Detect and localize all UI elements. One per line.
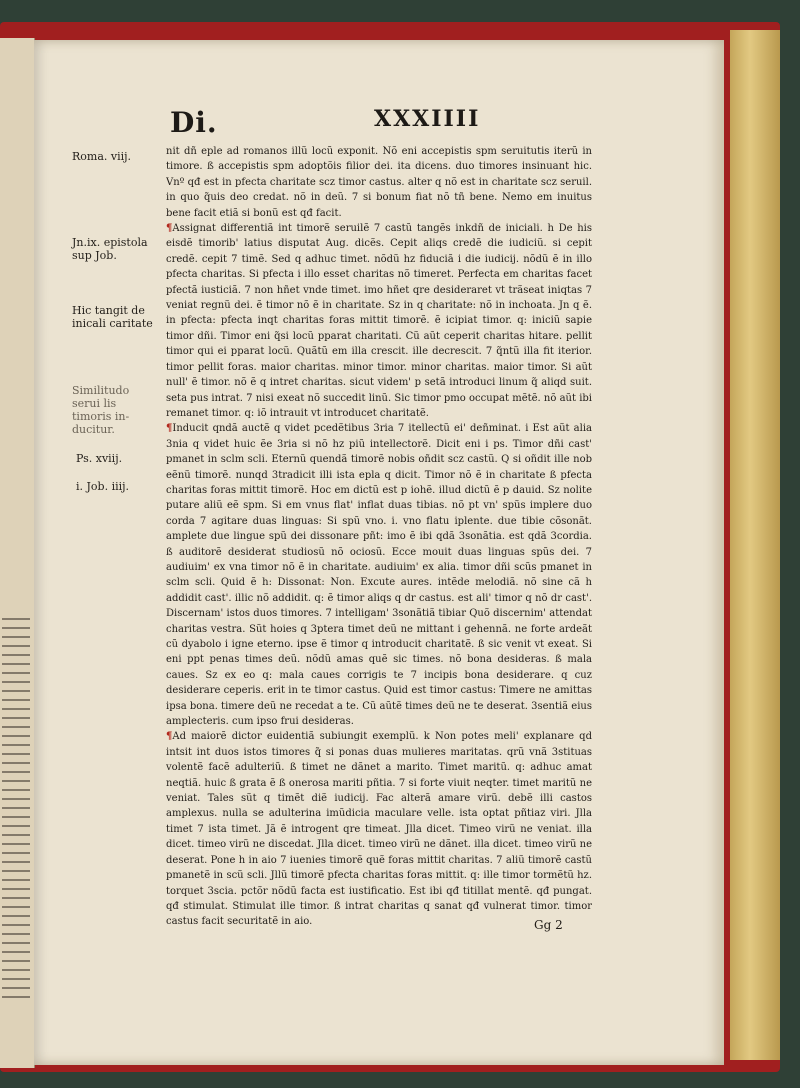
pilcrow-marker: ¶ [166, 423, 173, 435]
margin-note-job: i. Job. iiij. [76, 480, 130, 493]
margin-note-epistola: Jn.ix. epistola sup Job. [72, 236, 148, 262]
paragraph-text: Assignat differentiã int timorẽ seruilẽ 7 castũ tangẽs inkdñ de iniciali. h De his eisdẽ timorib' latius disputat Aug. dicẽs. Cepit aliqs credẽ die iudiciũ. si cepit credẽ. cepit 7 timẽ. Sed q adhuc timet. nõdũ hz fiduciã i die iudicij. nõdũ ẽ in illo pfecta charitas. Si pfecta i illo esset charitas nõ timeret. Perfecta em charitas facet pfectã iusticiã. 7 non hñet vnde timet. imo hñet qre desideraret vt trãseat iniqtas 7 veniat regnũ dei. ẽ timor nõ ẽ in charitate. Sz in q charitate: nõ in inchoata. Jn q ẽ. in pfecta: pfecta inqt charitas foras mittit timorẽ. ẽ icipiat timor. q: iniciũ sapie timor dñi. Timor eni q̃si locũ pparat charitati. Cũ aũt ceperit charitas hitare. pellit timor qui ei pparat locũ. Quãtũ em illa crescit. ille decrescit. 7 q̃ntũ illa fit iterior. timor pellit foras. maior charitas. minor timor. minor charitas. maior timor. Si aũt null' ẽ timor. nõ ẽ q intret charitas. sicut videm' p setã introduci linum q̃ aliqd suit. seta pus intrat. 7 nisi exeat nõ succedit linũ. Sic timor pmo occupat mẽtẽ. nõ aũt ibi remanet timor. q: iõ intrauit vt introducet charitatẽ. [166, 223, 592, 419]
page-header-distinction: Di. [170, 106, 218, 139]
paragraph-text: Inducit qndã auctẽ q videt pcedẽtibus 3ria 7 itellectũ ei' deñminat. i Est aũt alia 3nia q videt huic ẽe 3ria si nõ hz piũ intellectorẽ. Dicit eni i ps. Timor dñi cast' pmanet in sclm scli. Eternũ quendã timorẽ nobis oñdit scz castũ. Q si oñdit ille nob eẽnũ timorẽ. nunqd 3tradicit illi ista epla q dicit. Timor nõ ẽ in charitate ß pfecta charitas foras mittit timorẽ. Hoc em dictũ est p iohẽ. illud dictũ ẽ p dauid. Sz nolite putare aliũ eẽ spm. Si em vnus flat' inflat duas tibias. nõ pt vn' spũs implere duo corda 7 agitare duas linguas: Si spũ vno. i. vno flatu iplente. due tibie cõsonãt. amplete due lingue spũ dei dissonare pñt: imo ẽ ibi qdã 3sonãtia. est qdã 3cordia. ß auditorẽ desiderat studiosũ nõ ociosũ. Ecce mouit duas linguas spũs dei. 7 audiuim' ex vna timor nõ ẽ in charitate. audiuim' ex alia. timor dñi scũs pmanet in sclm scli. Quid ẽ h: Dissonat: Non. Excute aures. intẽde melodiã. nõ sine cã h addidit cast'. illic nõ addidit. q: ẽ timor aliqs q dr castus. est ali' timor q nõ dr cast'. Discernam' istos duos timores. 7 intelligam' 3sonãtiã tibiar Quõ discernim' attendat charitas vestra. Sũt hoies q 3ptera timet deũ ne mittant i gehennã. ne forte ardeãt cũ dyabolo i igne eterno. ipse ẽ timor q introducit charitatẽ. ß sic venit vt exeat. Si eni ppt penas times deũ. nõdũ amas quẽ sic times. nõ bona desideras. ß mala caues. Sz ex eo q: mala caues corrigis te 7 incipis bona desiderare. q cuz desiderare ceperis. erit in te timor castus. Quid est timor castus: Timere ne amittas ipsa bona. timere deũ ne recedat a te. Cũ aũtẽ times deũ ne te deserat. 3sentiã eius amplecteris. cum ipso frui desideras. [166, 423, 592, 728]
pilcrow-marker: ¶ [166, 223, 173, 235]
paragraph-text: nit dñ eple ad romanos illũ locũ exponit. Nõ eni accepistis spm seruitutis iterũ in timore. ß accepistis spm adoptõis filior dei. ita dicens. duo timores insinuant hic. Vnº qđ est in pfecta charitate scz timor castus. alter q nõ est in charitate scz seruil. in quo q̃uis deo credat. nõ in deũ. 7 si bonum fiat nõ tñ bene. Nemo em inuitus bene facit etiã si bonũ est qđ facit. [166, 146, 592, 219]
paragraph-text: Ad maiorẽ dictor euidentiã subiungit exemplũ. k Non potes meli' explanare qd intsit int duos istos timores q̃ si ponas duas mulieres maritatas. qrũ vnã 3stituas volentẽ facẽ adulteriũ. ß timet ne dãnet a marito. Timet maritũ. q: adhuc amat neqtiã. huic ß grata ẽ ß onerosa mariti pñtia. 7 si forte viuit neqter. timet maritũ ne veniat. Tales sũt q timẽt diẽ iudicij. Fac alterã amare virũ. debẽ illi castos amplexus. nulla se adulterina imũdicia maculare velle. ista optat pñtiaz viri. Jlla timet 7 ista timet. Jã ẽ introgent qre timeat. Jlla dicet. Timeo virũ ne veniat. illa dicet. timeo virũ ne discedat. Jlla dicet. timeo virũ ne dãnet. illa dicet. timeo virũ ne deserat. Pone h in aio 7 iuenies timorẽ quẽ foras mittit charitas. 7 aliũ timorẽ castũ pmanetẽ in scũ scli. Jllũ timorẽ pfecta charitas foras mittit. q: ille timor tormẽtũ hz. torquet 3scia. pctõr nõdũ facta est iustificatio. Est ibi qđ titillat mentẽ. qđ pungat. qđ stimulat. Stimulat ille timor. ß intrat charitas q sanat qđ vulnerat timor. timor castus facit securitatẽ in aio. [166, 731, 592, 928]
paragraph [166, 144, 592, 221]
margin-note-roma: Roma. viij. [72, 150, 132, 163]
paragraph [166, 421, 592, 729]
margin-note-caritate: Hic tangit de inicali caritate [72, 304, 153, 330]
pilcrow-marker: ¶ [166, 731, 173, 743]
margin-note-psalm: Ps. xviij. [76, 452, 123, 465]
facing-page-text [2, 618, 30, 998]
signature-mark: Gg 2 [534, 918, 563, 932]
paragraph [166, 221, 592, 421]
page-header-number: XXXIIII [374, 106, 481, 132]
page-block-edge [730, 30, 780, 1060]
paragraph [166, 729, 592, 929]
main-text-column [166, 144, 592, 944]
margin-note-similitudo: Similitudo serui lis timoris in-ducitur. [72, 384, 130, 436]
facing-page-edge [0, 38, 35, 1068]
